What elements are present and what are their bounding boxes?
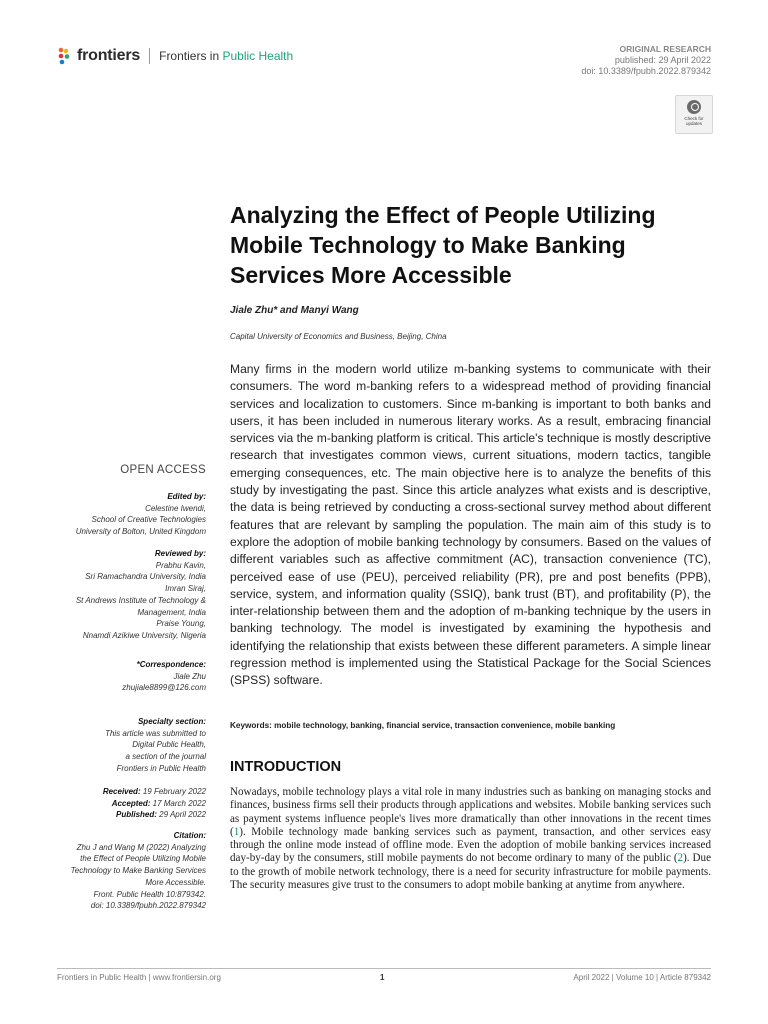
- correspondence-email[interactable]: zhujiale8899@126.com: [122, 683, 206, 693]
- check-updates-label: Check for updates: [684, 116, 704, 126]
- published-value: 29 April 2022: [159, 810, 206, 820]
- intro-part-1: Nowadays, mobile technology plays a vital role in many industries such as banking on managing stocks and finances, business firms sell their products through applications and websites. Mobile banking services such as payment systems influence people's lives more dramatically than other innovations in the recent times (: [230, 786, 711, 838]
- citation-label: Citation:: [173, 831, 206, 840]
- affiliation: Capital University of Economics and Business, Beijing, China: [230, 332, 447, 341]
- article-type: ORIGINAL RESEARCH: [619, 44, 711, 54]
- specialty-line: Frontiers in Public Health: [116, 763, 206, 773]
- citation-line: Front. Public Health 10:879342.: [93, 889, 206, 899]
- reviewer-line: Prabhu Kavin,: [155, 560, 206, 570]
- check-for-updates-badge[interactable]: [675, 95, 713, 134]
- citation-line: the Effect of People Utilizing Mobile: [80, 854, 206, 864]
- reviewer-line: Sri Ramachandra University, India: [85, 572, 206, 582]
- footer-issue: April 2022 | Volume 10 | Article 879342: [573, 973, 711, 982]
- introduction-heading: INTRODUCTION: [230, 759, 342, 775]
- intro-part-3: ). Due to the growth of mobile network technology, there is a need for security infrastructure for mobile payments. The security measures give trust to the consumers to adopt mobile banking at anytime from anywhere.: [230, 852, 711, 892]
- received-value: 19 February 2022: [142, 787, 206, 796]
- reviewed-by: [16, 548, 206, 642]
- specialty-line: a section of the journal: [125, 752, 206, 762]
- edited-by-label: Edited by:: [167, 492, 206, 501]
- footer-rule: [57, 968, 711, 969]
- accepted-value: 17 March 2022: [152, 798, 206, 808]
- reviewer-line: Nnamdi Azikiwe University, Nigeria: [82, 630, 206, 640]
- authors: Jiale Zhu* and Manyi Wang: [230, 305, 359, 316]
- doi[interactable]: doi: 10.3389/fpubh.2022.879342: [581, 66, 711, 76]
- specialty-line: This article was submitted to: [105, 728, 206, 738]
- reviewer-line: Praise Young,: [156, 619, 206, 629]
- correspondence-name: Jiale Zhu: [173, 671, 206, 681]
- reviewer-line: St Andrews Institute of Technology &: [75, 595, 206, 605]
- keywords-list: mobile technology, banking, financial service, transaction convenience, mobile banking: [274, 721, 616, 730]
- page-number: 1: [380, 973, 385, 982]
- citation-line: Technology to Make Banking Services: [70, 866, 206, 876]
- accepted-date: [16, 798, 206, 810]
- specialty-section: [16, 716, 206, 775]
- keywords: [230, 721, 615, 730]
- reviewer-line: Imran Siraj,: [165, 584, 206, 594]
- frontiers-logo-icon: [57, 47, 73, 65]
- abstract: Many firms in the modern world utilize m-banking systems to communicate with their consumers. The word m-banking refers to a widespread method of providing financial services and localization to customers. Since m-banking is important to both banks and users, it has been included in numerous literary works. As a result, embracing financial services via the m-banking platform is critical. This article's technique is mostly descriptive research that investigates common views, current situations, modern tactics, tangible emerging consequences, etc. The main objective here is to analyze the benefits of this study by investigating the past. Since this article analyzes what exists and is descriptive, the data is being retrieved by conducting a cross-sectional survey method about different features that are relevant by sampling the population. The main aim of this study is to explore the adoption of mobile banking technology by consumers. Based on the values of different variables such as affective commitment (AC), transaction convenience (TC), perceived ease of use (PEU), perceived reliability (PR), pre and post benefits (PPB), service, system, and information quality (SSIQ), bank trust (BT), and profitability (P), the inter-relationship between them and the adoption of m-banking technique by the users in banking technology. The model is investigated by examining the hypothesis and identifying the relationship that exists between these different parameters. A simple linear regression method is implemented using the Statistical Package for the Social Sciences (SPSS) software.: [230, 362, 711, 688]
- publish-date: published: 29 April 2022: [614, 55, 711, 65]
- published-date: [16, 809, 206, 821]
- edited-by: [16, 491, 206, 538]
- editor-line: School of Creative Technologies: [91, 515, 206, 525]
- editor-line: University of Bolton, United Kingdom: [75, 527, 206, 537]
- journal-highlight: Public Health: [222, 49, 294, 63]
- correspondence: [16, 659, 206, 694]
- published-label: Published:: [116, 810, 157, 820]
- header-divider: [149, 48, 150, 64]
- citation-line[interactable]: doi: 10.3389/fpubh.2022.879342: [90, 901, 206, 911]
- article-title: Analyzing the Effect of People Utilizing Mobile Technology to Make Banking Services More Accessible: [230, 202, 656, 288]
- citation: [16, 830, 206, 912]
- article-meta: [581, 44, 711, 77]
- footer-journal[interactable]: Frontiers in Public Health | www.frontiersin.org: [57, 973, 221, 982]
- dates: [16, 786, 206, 821]
- citation-line: Zhu J and Wang M (2022) Analyzing: [76, 842, 206, 852]
- accepted-label: Accepted:: [111, 798, 151, 808]
- reviewer-line: Management, India: [137, 607, 206, 617]
- keywords-label: Keywords:: [230, 721, 272, 730]
- specialty-label: Specialty section:: [137, 717, 206, 726]
- brand-name: frontiers: [77, 47, 141, 64]
- editor-line: Celestine Iwendi,: [145, 503, 206, 513]
- introduction-text: [230, 786, 711, 892]
- citation-link[interactable]: 2: [677, 852, 684, 865]
- received-date: [16, 786, 206, 798]
- citation-line: More Accessible.: [145, 877, 206, 887]
- journal-logo[interactable]: [57, 47, 293, 65]
- reviewed-by-label: Reviewed by:: [154, 549, 206, 558]
- citation-link[interactable]: 1: [233, 825, 240, 838]
- journal-name: [159, 49, 293, 63]
- specialty-line: Digital Public Health,: [132, 740, 206, 750]
- check-updates-icon: [687, 100, 701, 114]
- journal-prefix: Frontiers in: [159, 49, 220, 63]
- received-label: Received:: [102, 787, 141, 796]
- open-access-label: OPEN ACCESS: [120, 464, 206, 476]
- intro-part-2: ). Mobile technology made banking services such as payment, transaction, and other services easy through the online mode instead of offline mode. Even the adoption of mobile banking services increased day-by-day by the consumers, still mobile payments do not become ordinary to many of the public (: [230, 825, 711, 865]
- correspondence-label: *Correspondence:: [136, 660, 206, 669]
